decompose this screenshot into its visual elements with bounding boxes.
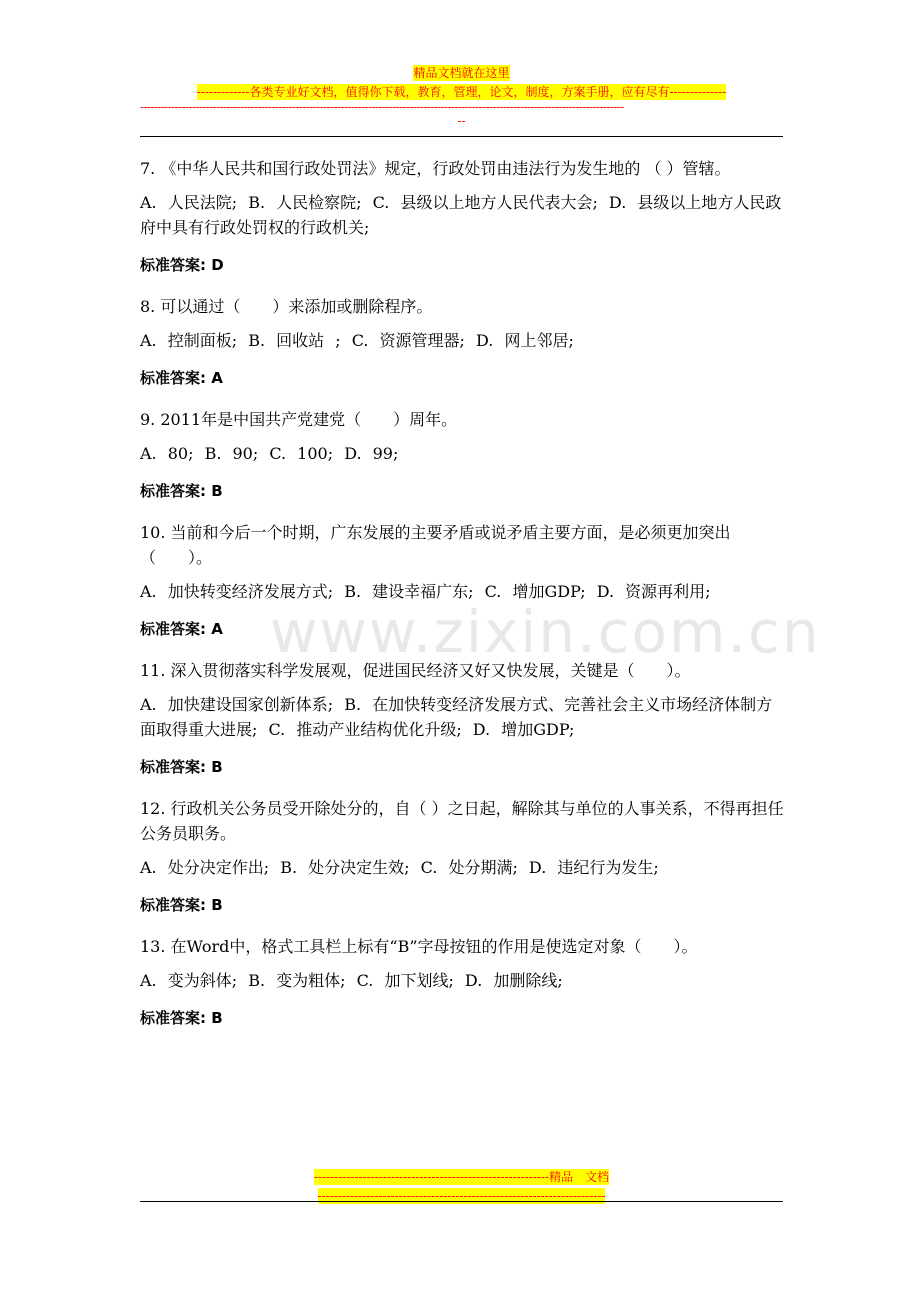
question-text: 12. 行政机关公务员受开除处分的，自（ ）之日起，解除其与单位的人事关系，不得再担任公务员职务。 <box>140 799 784 843</box>
question-text: 7. 《中华人民共和国行政处罚法》规定，行政处罚由违法行为发生地的 （ ）管辖。 <box>140 159 731 178</box>
footer-dash-line: ----------------------------------------------------------------------- <box>317 1189 606 1203</box>
question-text: 8. 可以通过（ ）来添加或删除程序。 <box>140 297 433 316</box>
question-block <box>140 934 785 1031</box>
question-text: 11. 深入贯彻落实科学发展观，促进国民经济又好又快发展，关键是（ ）。 <box>140 661 691 680</box>
question-answer: 标准答案: B <box>140 758 223 776</box>
question-options: A. 处分决定作出; B. 处分决定生效; C. 处分期满; D. 违纪行为发生; <box>140 858 659 877</box>
question-options: A. 控制面板; B. 回收站 ; C. 资源管理器; D. 网上邻居; <box>140 331 574 350</box>
header-title: 精品文档就在这里 <box>413 66 510 80</box>
question-answer: 标准答案: B <box>140 482 223 500</box>
watermark: www.zixin.com.cn <box>270 598 821 666</box>
question-answer: 标准答案: B <box>140 1009 223 1027</box>
question-list <box>140 156 785 1047</box>
question-block <box>140 294 785 391</box>
question-block <box>140 520 785 642</box>
question-options: A. 人民法院; B. 人民检察院; C. 县级以上地方人民代表大会; D. 县级以上地方人民政府中具有行政处罚权的行政机关; <box>140 193 782 237</box>
question-text: 10. 当前和今后一个时期，广东发展的主要矛盾或说矛盾主要方面，是必须更加突出（ ）。 <box>140 523 731 567</box>
question-answer: 标准答案: B <box>140 896 223 914</box>
footer-label: ----------------------------------------------------------精品 文档 <box>313 1170 610 1184</box>
header-dash-line: -------------------------------------------------------------------------------------------------------------------------------------------- <box>140 100 624 114</box>
question-answer: 标准答案: D <box>140 256 224 274</box>
header-divider <box>140 136 783 137</box>
question-options: A. 80; B. 90; C. 100; D. 99; <box>140 444 399 463</box>
question-block <box>140 796 785 918</box>
question-options: A. 变为斜体; B. 变为粗体; C. 加下划线; D. 加删除线; <box>140 971 563 990</box>
question-text: 13. 在Word中，格式工具栏上标有“B”字母按钮的作用是使选定对象（ ）。 <box>140 937 698 956</box>
page-header <box>140 62 783 128</box>
header-tagline: -------------各类专业好文档，值得你下载，教育，管理，论文，制度，方案手册，应有尽有-------------- <box>196 85 727 99</box>
question-answer: 标准答案: A <box>140 369 223 387</box>
question-block <box>140 658 785 780</box>
question-answer: 标准答案: A <box>140 620 223 638</box>
page-footer <box>140 1166 783 1204</box>
header-dash-tail: -- <box>457 114 466 128</box>
question-block <box>140 407 785 504</box>
question-options: A. 加快建设国家创新体系; B. 在加快转变经济发展方式、完善社会主义市场经济体制方面取得重大进展; C. 推动产业结构优化升级; D. 增加GDP; <box>140 695 773 739</box>
footer-divider <box>140 1201 783 1202</box>
question-text: 9. 2011年是中国共产党建党（ ）周年。 <box>140 410 458 429</box>
question-block <box>140 156 785 278</box>
question-options: A. 加快转变经济发展方式; B. 建设幸福广东; C. 增加GDP; D. 资源再利用; <box>140 582 711 601</box>
